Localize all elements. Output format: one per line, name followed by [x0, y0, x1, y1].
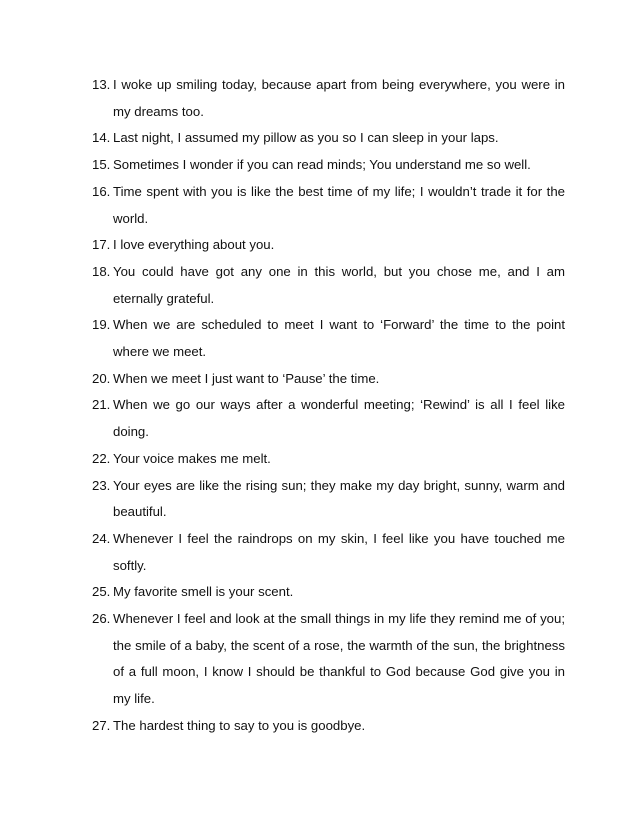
item-number: 15.	[92, 157, 111, 173]
item-number: 23.	[92, 477, 111, 493]
item-number: 22.	[92, 450, 111, 466]
item-number: 25.	[92, 584, 111, 600]
item-text: Time spent with you is like the best time of my life; I wouldn’t trade it for the world.	[113, 183, 565, 226]
list-item	[92, 152, 565, 179]
list-item	[92, 232, 565, 259]
item-text: Whenever I feel the raindrops on my skin, I feel like you have touched me softly.	[113, 530, 565, 573]
list-item	[92, 312, 565, 365]
item-number: 24.	[92, 530, 111, 546]
item-number: 20.	[92, 370, 111, 386]
item-text: The hardest thing to say to you is goodbye.	[113, 717, 366, 733]
list-item	[92, 473, 565, 526]
item-text: You could have got any one in this world, but you chose me, and I am eternally grateful.	[113, 263, 565, 306]
list-item	[92, 526, 565, 579]
list-item	[92, 125, 565, 152]
list-item	[92, 446, 565, 473]
item-number: 19.	[92, 317, 111, 333]
item-text: Your voice makes me melt.	[113, 450, 271, 466]
item-number: 27.	[92, 717, 111, 733]
list-item	[92, 366, 565, 393]
item-number: 17.	[92, 237, 111, 253]
item-number: 21.	[92, 397, 111, 413]
item-number: 13.	[92, 77, 111, 92]
item-text: When we are scheduled to meet I want to ‘Forward’ the time to the point where we meet.	[113, 317, 565, 360]
list-item	[92, 606, 565, 713]
item-text: My favorite smell is your scent.	[113, 584, 294, 600]
numbered-list	[92, 72, 565, 740]
item-text: Your eyes are like the rising sun; they make my day bright, sunny, warm and beautiful.	[113, 477, 565, 520]
list-item	[92, 713, 565, 740]
item-text: Last night, I assumed my pillow as you so I can sleep in your laps.	[113, 130, 499, 146]
item-text: Sometimes I wonder if you can read minds; You understand me so well.	[113, 157, 531, 173]
item-number: 16.	[92, 183, 111, 199]
list-item	[92, 579, 565, 606]
list-item	[92, 179, 565, 232]
item-text: When we go our ways after a wonderful meeting; ‘Rewind’ is all I feel like doing.	[113, 397, 565, 440]
list-item	[92, 72, 565, 125]
list-item	[92, 259, 565, 312]
item-number: 14.	[92, 130, 111, 146]
item-number: 26.	[92, 611, 111, 627]
item-number: 18.	[92, 263, 111, 279]
list-item	[92, 392, 565, 445]
item-text: I love everything about you.	[113, 237, 275, 253]
item-text: Whenever I feel and look at the small things in my life they remind me of you; the smile of a baby, the scent of a rose, the warmth of the sun, the brightness of a full moon, I know I should be thankful to God because God give you in my life.	[113, 611, 565, 707]
item-text: I woke up smiling today, because apart from being everywhere, you were in my dreams too.	[113, 77, 565, 119]
item-text: When we meet I just want to ‘Pause’ the time.	[113, 370, 380, 386]
